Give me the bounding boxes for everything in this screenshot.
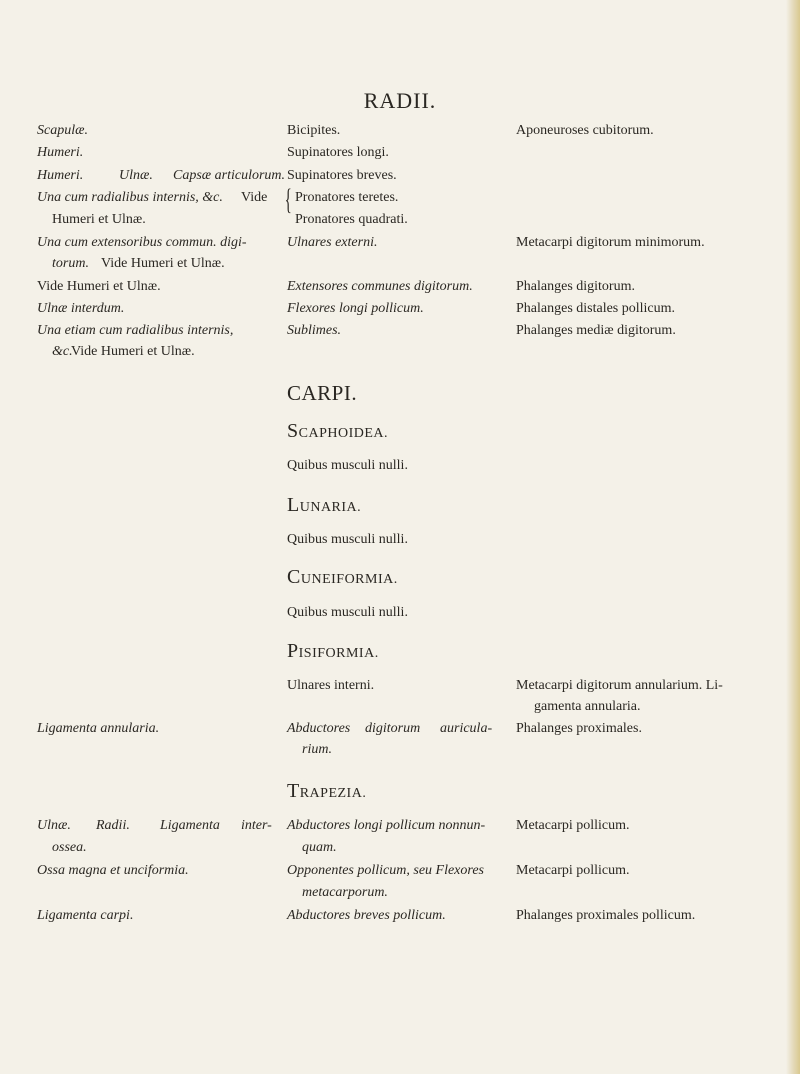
pisiformia-right-line: Phalanges proximales. bbox=[516, 721, 642, 736]
radii-left-line: Scapulæ. bbox=[37, 123, 88, 138]
radii-left-line: Humeri et Ulnæ. bbox=[52, 212, 146, 227]
trapezia-right-line: Phalanges proximales pollicum. bbox=[516, 908, 696, 923]
radii-left-line: Capsæ articulorum. bbox=[173, 168, 286, 183]
subheading-rest: RAPEZIA. bbox=[299, 786, 367, 801]
pisiformia-left-line: Ligamenta annularia. bbox=[37, 721, 160, 736]
radii-middle-line: Ulnares externi. bbox=[287, 235, 378, 250]
radii-middle-line: Pronatores quadrati. bbox=[295, 212, 408, 227]
drop-cap: L bbox=[287, 494, 300, 516]
drop-cap: S bbox=[287, 420, 299, 442]
pisiformia-middle-line: Abductores bbox=[287, 721, 351, 736]
pisiformia-middle-line: auricula- bbox=[440, 721, 493, 736]
radii-middle-line: Extensores communes digitorum. bbox=[287, 279, 473, 294]
trapezia-middle-line: Opponentes pollicum, seu Flexores bbox=[287, 863, 484, 878]
trapezia-left-line: Ossa magna et unciformia. bbox=[37, 863, 189, 878]
subheading-cuneiformia bbox=[287, 566, 398, 589]
subheading-pisiformia bbox=[287, 640, 379, 663]
trapezia-middle-line: metacarporum. bbox=[302, 885, 388, 900]
radii-right-line: Phalanges distales pollicum. bbox=[516, 301, 676, 316]
carpi-text: Quibus musculi nulli. bbox=[287, 458, 408, 473]
radii-left-line: Vide Humeri et Ulnæ. bbox=[71, 344, 195, 359]
drop-cap: T bbox=[287, 780, 300, 802]
heading-carpi: CARPI. bbox=[287, 381, 358, 405]
radii-left-line: Vide Humeri et Ulnæ. bbox=[101, 256, 225, 271]
trapezia-left-line: Ulnæ. bbox=[37, 818, 71, 833]
heading-radii: RADII. bbox=[363, 88, 437, 113]
radii-left-line: Una etiam cum radialibus internis, bbox=[37, 323, 234, 338]
subheading-scaphoidea bbox=[287, 420, 388, 443]
pisiformia-right-line: Metacarpi digitorum annularium. Li- bbox=[516, 678, 723, 693]
pisiformia-right-line: gamenta annularia. bbox=[534, 699, 641, 714]
radii-left-line: Humeri. bbox=[37, 145, 84, 160]
radii-right-line: Aponeuroses cubitorum. bbox=[516, 123, 654, 138]
radii-middle-line: Pronatores teretes. bbox=[295, 190, 399, 205]
radii-left-line: Una cum extensoribus commun. digi- bbox=[37, 235, 247, 250]
trapezia-left-line: Ligamenta bbox=[160, 818, 220, 833]
subheading-rest: CAPHOIDEA. bbox=[298, 426, 389, 441]
subheading-rest: ISIFORMIA. bbox=[298, 646, 379, 661]
pisiformia-middle-line: Ulnares interni. bbox=[287, 678, 375, 693]
radii-left-line: Vide Humeri et Ulnæ. bbox=[37, 279, 161, 294]
subheading-rest: UNEIFORMIA. bbox=[300, 572, 398, 587]
pisiformia-middle-line: rium. bbox=[302, 742, 332, 757]
radii-middle-line: Sublimes. bbox=[287, 323, 342, 338]
trapezia-left-line: Radii. bbox=[96, 818, 130, 833]
subheading-trapezia bbox=[287, 780, 366, 803]
radii-right-line: Metacarpi digitorum minimorum. bbox=[516, 235, 705, 250]
radii-left-line: Vide bbox=[241, 190, 268, 205]
subheading-rest: UNARIA. bbox=[299, 500, 362, 515]
trapezia-left-line: ossea. bbox=[52, 840, 87, 855]
subheading-lunaria bbox=[287, 494, 361, 517]
radii-left-line: Ulnæ. bbox=[119, 168, 153, 183]
radii-right-line: Phalanges mediæ digitorum. bbox=[516, 323, 676, 338]
drop-cap: C bbox=[287, 566, 301, 588]
trapezia-left-line: inter- bbox=[241, 818, 272, 833]
radii-left-line: Ulnæ interdum. bbox=[37, 301, 125, 316]
carpi-text: Quibus musculi nulli. bbox=[287, 532, 408, 547]
page-edge bbox=[786, 0, 800, 1074]
pisiformia-middle-line: digitorum bbox=[365, 721, 421, 736]
radii-middle-line: Supinatores breves. bbox=[287, 168, 397, 183]
radii-right-line: Phalanges digitorum. bbox=[516, 279, 635, 294]
radii-left-line: Una cum radialibus internis, &c. bbox=[37, 190, 223, 205]
trapezia-middle-line: Abductores breves pollicum. bbox=[287, 908, 446, 923]
trapezia-middle-line: Abductores longi pollicum nonnun- bbox=[287, 818, 486, 833]
radii-middle-line: Supinatores longi. bbox=[287, 145, 389, 160]
trapezia-left-line: Ligamenta carpi. bbox=[37, 908, 134, 923]
carpi-text: Quibus musculi nulli. bbox=[287, 605, 408, 620]
radii-left-line: torum. bbox=[52, 256, 89, 271]
brace-icon: { bbox=[284, 183, 292, 216]
trapezia-right-line: Metacarpi pollicum. bbox=[516, 863, 630, 878]
drop-cap: P bbox=[287, 640, 299, 662]
radii-left-line: Humeri. bbox=[37, 168, 84, 183]
radii-left-line: &c. bbox=[52, 344, 73, 359]
trapezia-right-line: Metacarpi pollicum. bbox=[516, 818, 630, 833]
radii-middle-line: Flexores longi pollicum. bbox=[287, 301, 424, 316]
trapezia-middle-line: quam. bbox=[302, 840, 337, 855]
radii-middle-line: Bicipites. bbox=[287, 123, 341, 138]
